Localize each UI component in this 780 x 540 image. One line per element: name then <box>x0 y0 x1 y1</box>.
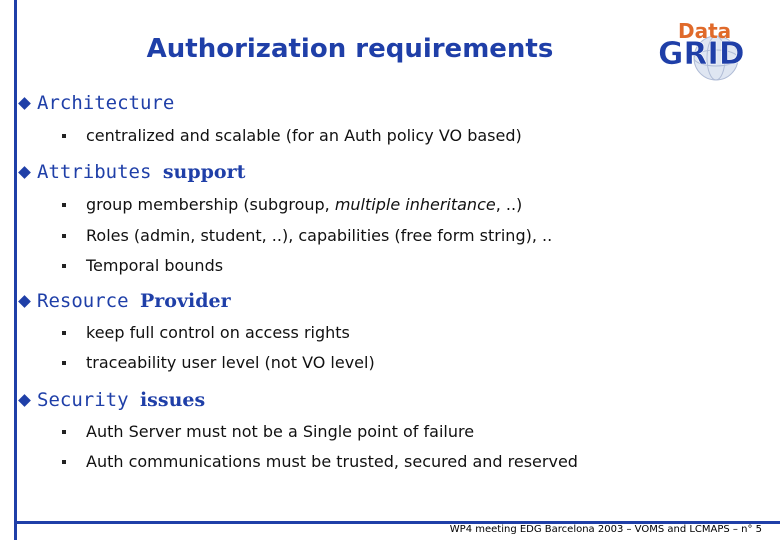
square-bullet-icon <box>62 331 66 335</box>
section-heading: Attributes support <box>37 161 246 183</box>
datagrid-logo <box>654 14 770 82</box>
diamond-bullet-icon <box>18 97 31 110</box>
square-bullet-icon <box>62 430 66 434</box>
square-bullet-icon <box>62 234 66 238</box>
square-bullet-icon <box>62 361 66 365</box>
diamond-bullet-icon <box>18 394 31 407</box>
section-security-issues <box>20 389 205 411</box>
bullet-item: group membership (subgroup, multiple inheritance, ..) <box>62 195 522 214</box>
svg-text:GRID: GRID <box>658 36 745 72</box>
bullet-item: Roles (admin, student, ..), capabilities (free form string), .. <box>62 226 552 245</box>
bullet-item: keep full control on access rights <box>62 323 350 342</box>
section-architecture <box>20 92 174 114</box>
svg-text:Data: Data <box>678 19 732 43</box>
bullet-item: centralized and scalable (for an Auth policy VO based) <box>62 126 522 145</box>
section-heading: Security issues <box>37 389 206 411</box>
section-resource-provider <box>20 290 231 312</box>
slide-title: Authorization requirements <box>146 34 554 64</box>
square-bullet-icon <box>62 264 66 268</box>
bullet-item: traceability user level (not VO level) <box>62 353 375 372</box>
section-heading: Resource Provider <box>37 290 231 312</box>
bullet-item: Auth Server must not be a Single point of failure <box>62 422 474 441</box>
diamond-bullet-icon <box>18 295 31 308</box>
square-bullet-icon <box>62 460 66 464</box>
square-bullet-icon <box>62 203 66 207</box>
bullet-item: Temporal bounds <box>62 256 223 275</box>
slide-footer: WP4 meeting EDG Barcelona 2003 – VOMS and LCMAPS – n° 5 <box>449 524 762 535</box>
square-bullet-icon <box>62 134 66 138</box>
bullet-item: Auth communications must be trusted, secured and reserved <box>62 452 578 471</box>
section-attributes-support <box>20 161 245 183</box>
left-accent-bar <box>14 0 17 540</box>
section-heading: Architecture <box>37 92 175 114</box>
diamond-bullet-icon <box>18 166 31 179</box>
